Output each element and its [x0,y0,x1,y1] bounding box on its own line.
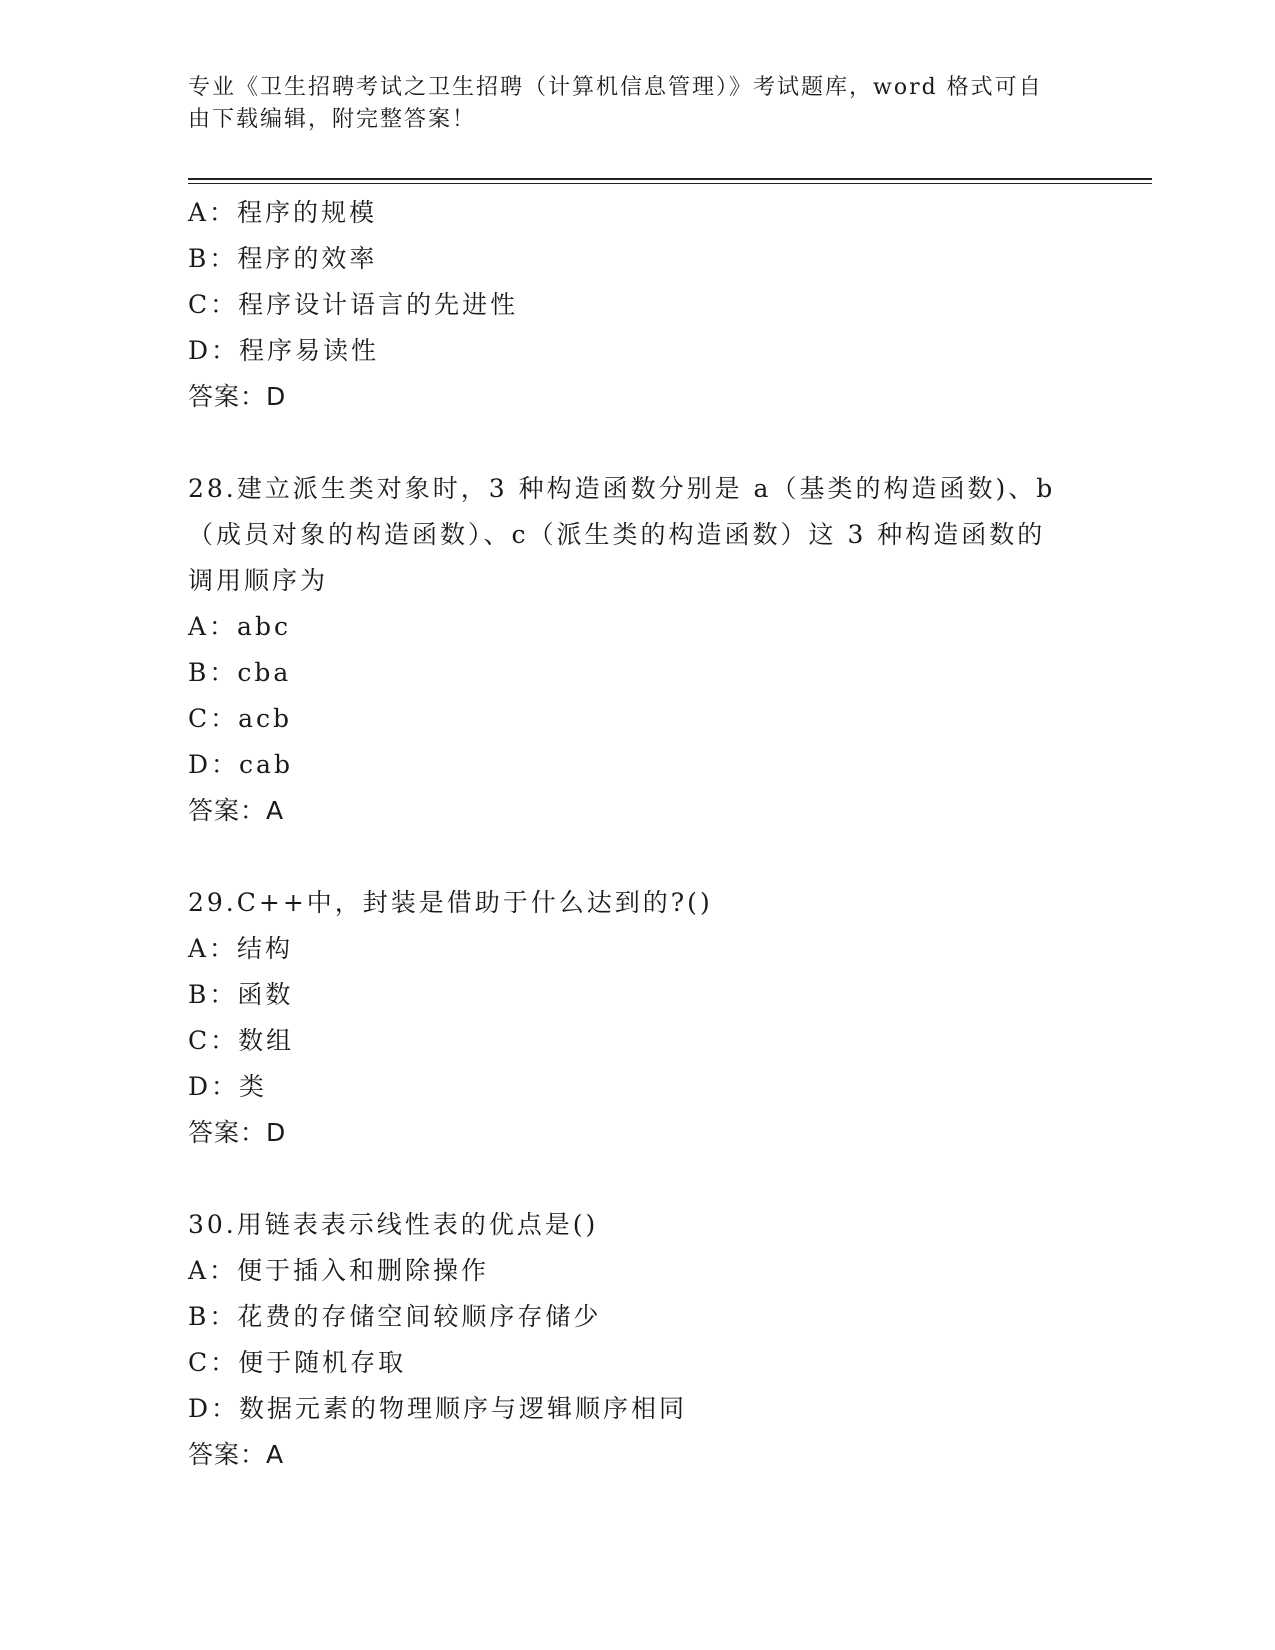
header-divider-thin [188,183,1152,184]
option-c: C：数组 [188,1026,295,1055]
option-d: D：类 [188,1072,268,1101]
question-30-block [188,1202,1108,1478]
answer: 答案：D [188,1118,287,1147]
answer: 答案：A [188,796,285,825]
question-29-block [188,880,1108,1156]
option-b: B：花费的存储空间较顺序存储少 [188,1302,602,1331]
question-text-line-1: 28.建立派生类对象时，3 种构造函数分别是 a（基类的构造函数)、b [188,474,1056,503]
option-c: C：acb [188,704,293,733]
question-28-block [188,466,1108,834]
option-c: C：便于随机存取 [188,1348,407,1377]
option-d: D：程序易读性 [188,336,380,365]
question-27-block [188,190,1108,420]
option-a: A：结构 [188,934,294,963]
header-line-2: 由下载编辑，附完整答案！ [188,107,477,132]
question-text: 30.用链表表示线性表的优点是() [188,1210,599,1239]
header-divider [188,178,1152,180]
option-b: B：函数 [188,980,294,1009]
question-text-line-2: （成员对象的构造函数）、c（派生类的构造函数）这 3 种构造函数的 [188,520,1046,549]
question-list [188,190,1108,1478]
option-d: D：cab [188,750,293,779]
question-text: 29.C++中，封装是借助于什么达到的?() [188,888,713,917]
option-b: B：cba [188,658,292,687]
option-b: B：程序的效率 [188,244,378,273]
option-a: A：abc [188,612,291,641]
answer: 答案：D [188,382,287,411]
option-a: A：便于插入和删除操作 [188,1256,490,1285]
option-c: C：程序设计语言的先进性 [188,290,519,319]
option-d: D：数据元素的物理顺序与逻辑顺序相同 [188,1394,688,1423]
header-line-1: 专业《卫生招聘考试之卫生招聘（计算机信息管理）》考试题库，word 格式可自 [188,75,1043,100]
question-text-line-3: 调用顺序为 [188,566,329,595]
option-a: A：程序的规模 [188,198,378,227]
document-header [188,72,1088,136]
answer: 答案：A [188,1440,285,1469]
